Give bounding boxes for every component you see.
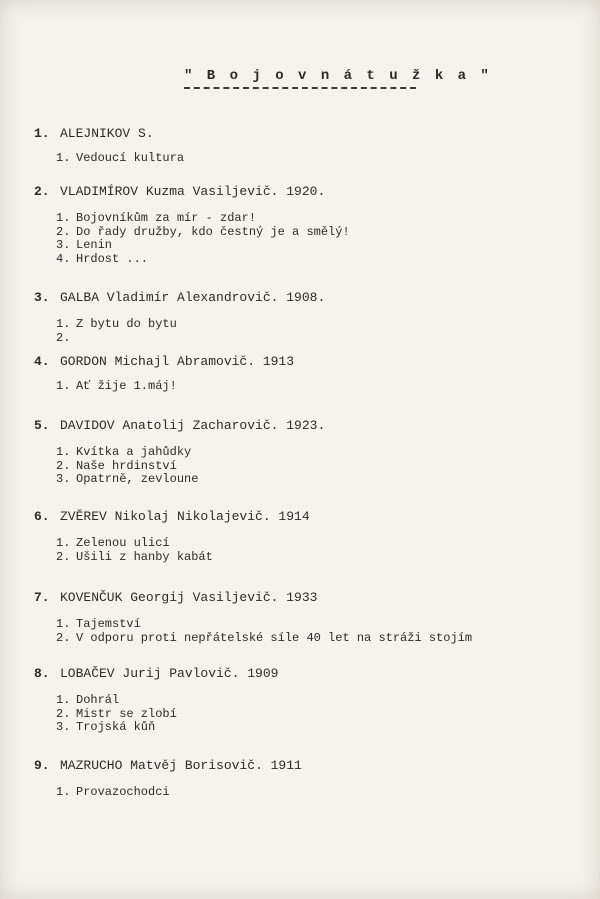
works-list (56, 318, 579, 345)
work-number: 3. (56, 238, 71, 252)
author-entry (34, 354, 579, 394)
works-list (56, 618, 579, 645)
work-title: Provazochodci (76, 785, 170, 799)
work-item (56, 708, 579, 722)
work-number: 1. (56, 785, 71, 799)
work-title: Mistr se zlobí (76, 706, 177, 721)
work-number: 1. (56, 693, 71, 707)
work-number: 1. (56, 151, 71, 165)
work-item (56, 786, 579, 800)
author-name: LOBAČEV Jurij Pavlovič. 1909 (60, 666, 279, 681)
author-entry (34, 184, 579, 266)
work-item (56, 380, 579, 394)
work-item (56, 551, 579, 565)
work-item (56, 226, 579, 240)
document-title: " B o j o v n á t u ž k a " (184, 68, 492, 84)
work-item (56, 473, 579, 487)
title-underline (184, 87, 416, 89)
author-entry (34, 126, 579, 166)
author-name: ZVĚREV Nikolaj Nikolajevič. 1914 (60, 509, 310, 524)
author-entry (34, 590, 579, 645)
author-line (34, 418, 579, 434)
works-list (56, 380, 579, 394)
works-list (56, 152, 579, 166)
work-item (56, 318, 579, 332)
work-number: 1. (56, 379, 71, 393)
works-list (56, 694, 579, 735)
author-name: KOVENČUK Georgij Vasiljevič. 1933 (60, 590, 318, 605)
work-number: 1. (56, 445, 71, 459)
work-item (56, 446, 579, 460)
author-number: 7. (34, 590, 50, 605)
author-name: MAZRUCHO Matvěj Borisovič. 1911 (60, 758, 302, 773)
works-list (56, 446, 579, 487)
work-number: 1. (56, 617, 71, 631)
author-number: 4. (34, 354, 50, 369)
work-number: 1. (56, 317, 71, 331)
author-number: 3. (34, 290, 50, 305)
work-title: Trojská kůň (76, 720, 156, 734)
author-number: 1. (34, 126, 50, 141)
author-line (34, 354, 579, 370)
author-number: 9. (34, 758, 50, 773)
work-title: Lenin (76, 238, 113, 252)
author-name: DAVIDOV Anatolij Zacharovič. 1923. (60, 418, 326, 433)
author-number: 5. (34, 418, 50, 433)
author-line (34, 758, 579, 774)
work-item (56, 632, 579, 646)
work-number: 2. (56, 458, 71, 473)
author-number: 2. (34, 184, 50, 199)
title-block (184, 68, 492, 89)
author-entry (34, 290, 579, 345)
work-number: 2. (56, 706, 71, 721)
work-number: 2. (56, 224, 71, 239)
author-line (34, 184, 579, 200)
work-number: 2. (56, 330, 71, 345)
work-title: Do řady družby, kdo čestný je a smělý! (76, 224, 350, 239)
author-line (34, 290, 579, 306)
work-title: Tajemství (76, 617, 141, 631)
author-entry (34, 418, 579, 487)
work-item (56, 721, 579, 735)
work-title: Opatrně, zevloune (76, 472, 199, 486)
work-title: Dohrál (76, 693, 120, 707)
author-entry (34, 758, 579, 800)
author-entry (34, 666, 579, 735)
work-item (56, 537, 579, 551)
work-title: Ušili z hanby kabát (76, 549, 213, 564)
author-entry (34, 509, 579, 564)
work-title: Ať žije 1.máj! (76, 379, 177, 393)
author-name: VLADIMÍROV Kuzma Vasiljevič. 1920. (60, 184, 326, 199)
work-title: Vedoucí kultura (76, 151, 185, 165)
work-item (56, 239, 579, 253)
work-title: Z bytu do bytu (76, 317, 177, 331)
work-title: Kvítka a jahůdky (76, 445, 192, 459)
author-number: 8. (34, 666, 50, 681)
work-number: 3. (56, 720, 71, 734)
work-number: 1. (56, 211, 71, 225)
work-number: 1. (56, 536, 71, 550)
works-list (56, 212, 579, 266)
work-item (56, 332, 579, 346)
work-title: Zelenou ulicí (76, 536, 170, 550)
work-item (56, 212, 579, 226)
works-list (56, 786, 579, 800)
work-number: 4. (56, 251, 71, 266)
work-number: 3. (56, 472, 71, 486)
author-number: 6. (34, 509, 50, 524)
work-title: Naše hrdinství (76, 458, 177, 473)
author-name: GORDON Michajl Abramovič. 1913 (60, 354, 295, 369)
work-item (56, 618, 579, 632)
work-title: V odporu proti nepřátelské síle 40 let na stráži stojím (76, 630, 473, 645)
author-line (34, 666, 579, 682)
work-number: 2. (56, 630, 71, 645)
author-name: GALBA Vladimír Alexandrovič. 1908. (60, 290, 326, 305)
author-line (34, 590, 579, 606)
work-number: 2. (56, 549, 71, 564)
author-line (34, 126, 579, 142)
author-line (34, 509, 579, 525)
work-item (56, 152, 579, 166)
author-name: ALEJNIKOV S. (60, 126, 154, 141)
work-item (56, 460, 579, 474)
work-item (56, 694, 579, 708)
works-list (56, 537, 579, 564)
work-title: Hrdost ... (76, 251, 149, 266)
work-title: Bojovníkům za mír - zdar! (76, 211, 257, 225)
work-item (56, 253, 579, 267)
